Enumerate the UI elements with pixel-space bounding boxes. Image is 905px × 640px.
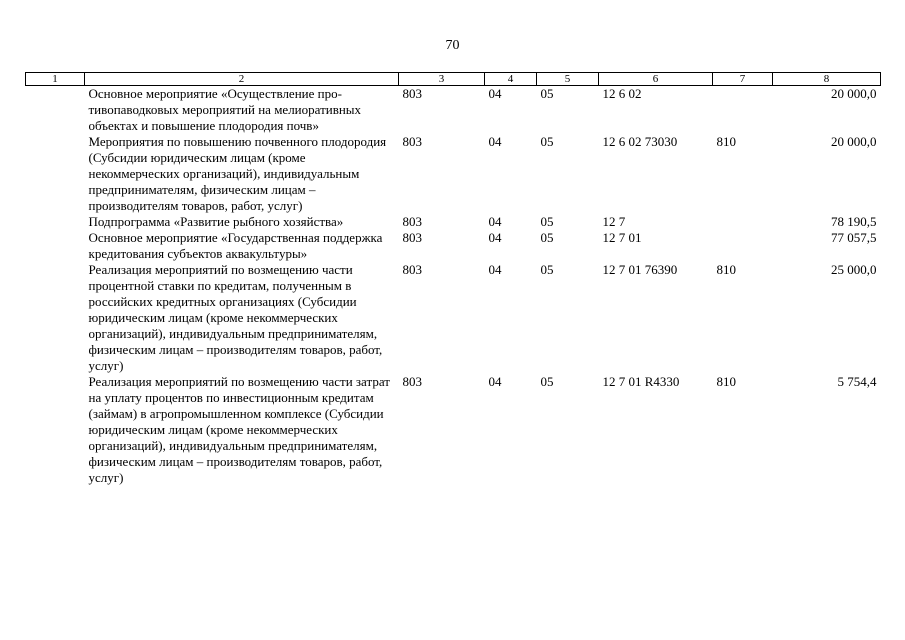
row-ministry-code: 803 [402, 262, 422, 277]
header-col-5: 5 [537, 73, 599, 86]
row-expense-type: 810 [716, 374, 736, 389]
row-subsection-code: 05 [540, 262, 554, 277]
row-subsection-code: 05 [540, 86, 554, 101]
table-row [26, 134, 881, 214]
row-section-code: 04 [488, 86, 502, 101]
row-index-cell [26, 262, 85, 374]
row-ministry-code: 803 [402, 214, 422, 229]
budget-table [25, 72, 881, 486]
row-amount: 78 190,5 [831, 214, 877, 229]
row-ministry-code: 803 [402, 374, 422, 389]
row-subsection-code: 05 [540, 214, 554, 229]
row-amount: 77 057,5 [831, 230, 877, 245]
row-ministry-code: 803 [402, 230, 422, 245]
row-amount: 5 754,4 [837, 374, 877, 389]
row-name: Подпрограмма «Развитие рыбного хозяйства» [88, 214, 344, 229]
row-index-cell [26, 230, 85, 262]
row-index-cell [26, 86, 85, 135]
row-section-code: 04 [488, 230, 502, 245]
header-col-6: 6 [599, 73, 713, 86]
row-section-code: 04 [488, 134, 502, 149]
row-expense-type [713, 214, 773, 230]
row-expense-type [713, 230, 773, 262]
row-name: Реализация мероприятий по возмещению части затрат на уплату процентов по инвестиционным кредитам (займам) в агропромышленном комплексе (Субсидии юридическим лицам (кроме некоммерческих организаций), индивидуальным предпринимателям, физическим лицам – производителям товаров, работ, услуг) [88, 374, 390, 485]
table-row [26, 230, 881, 262]
table-header [26, 73, 881, 86]
header-col-7: 7 [713, 73, 773, 86]
row-section-code: 04 [488, 374, 502, 389]
row-expense-type: 810 [716, 134, 736, 149]
row-amount: 20 000,0 [831, 134, 877, 149]
row-target-article: 12 6 02 [602, 86, 642, 101]
row-target-article: 12 7 [602, 214, 626, 229]
table-row [26, 86, 881, 135]
table-row [26, 214, 881, 230]
row-name: Реализация мероприятий по возмещению части процентной ставки по кредитам, полученным в российских кредитных организациях (Субсидии юридическим лицам (кроме некоммерческих организаций), индивидуальным предпринимателям, физическим лицам – производителям товаров, работ, услуг) [88, 262, 383, 373]
row-name: Основное мероприятие «Осуществление противопаводковых мероприятий на мелиоративных объектах и повышение плодородия почв» [88, 86, 362, 133]
row-subsection-code: 05 [540, 230, 554, 245]
row-index-cell [26, 214, 85, 230]
row-amount: 20 000,0 [831, 86, 877, 101]
row-index-cell [26, 134, 85, 214]
row-amount: 25 000,0 [831, 262, 877, 277]
row-subsection-code: 05 [540, 374, 554, 389]
row-target-article: 12 7 01 76390 [602, 262, 678, 277]
row-name: Мероприятия по повышению почвенного плодородия (Субсидии юридическим лицам (кроме некоммерческих организаций), индивидуальным предпринимателям, физическим лицам – производителям товаров, работ, услуг) [88, 134, 387, 213]
header-col-1: 1 [26, 73, 85, 86]
row-target-article: 12 7 01 [602, 230, 642, 245]
row-expense-type [713, 86, 773, 135]
row-ministry-code: 803 [402, 134, 422, 149]
row-name: Основное мероприятие «Государственная поддержка кредитования субъектов аквакультуры» [88, 230, 383, 261]
row-ministry-code: 803 [402, 86, 422, 101]
row-target-article: 12 7 01 R4330 [602, 374, 680, 389]
row-expense-type: 810 [716, 262, 736, 277]
row-section-code: 04 [488, 262, 502, 277]
page-number: 70 [445, 38, 460, 53]
row-section-code: 04 [488, 214, 502, 229]
table-row [26, 374, 881, 486]
row-subsection-code: 05 [540, 134, 554, 149]
row-index-cell [26, 374, 85, 486]
table-row [26, 262, 881, 374]
header-row [26, 73, 881, 86]
header-col-8: 8 [773, 73, 881, 86]
header-col-3: 3 [399, 73, 485, 86]
header-col-2: 2 [85, 73, 399, 86]
header-col-4: 4 [485, 73, 537, 86]
row-target-article: 12 6 02 73030 [602, 134, 678, 149]
